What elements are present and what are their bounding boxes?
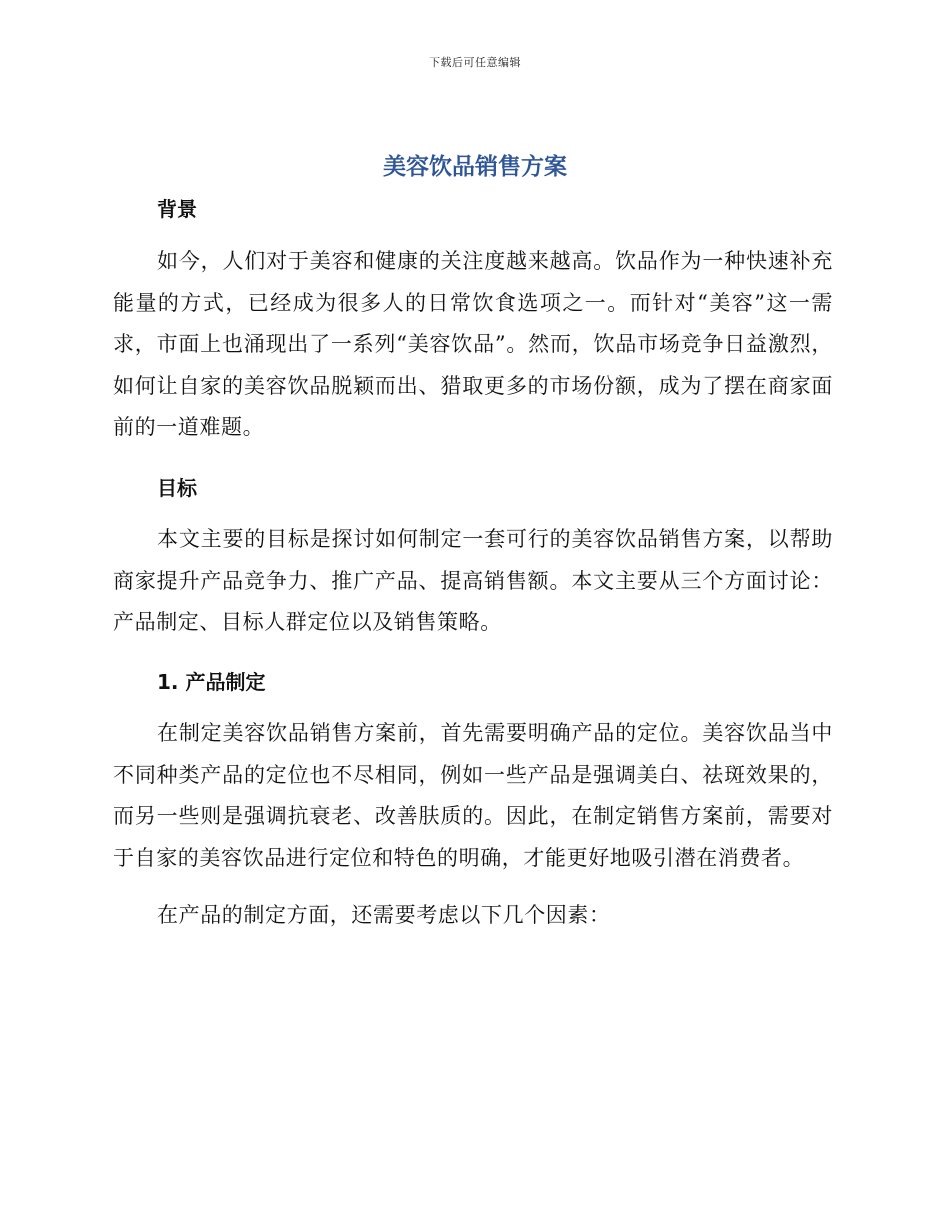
document-title: 美容饮品销售方案 [383, 154, 567, 180]
section-heading-background: 背景 [157, 197, 197, 221]
header-note: 下载后可任意编辑 [429, 56, 521, 69]
section-heading-goal: 目标 [157, 476, 197, 500]
section-heading-product: 1. 产品制定 [157, 670, 266, 694]
paragraph-product-positioning: 在制定美容饮品销售方案前，首先需要明确产品的定位。美容饮品当中不同种类产品的定位也不尽相同，例如一些产品是强调美白、祛斑效果的，而另一些则是强调抗衰老、改善肤质的。因此，在制定销售方案前，需要对于自家的美容饮品进行定位和特色的明确，才能更好地吸引潜在消费者。 [113, 721, 833, 870]
paragraph-goal: 本文主要的目标是探讨如何制定一套可行的美容饮品销售方案，以帮助商家提升产品竞争力、推广产品、提高销售额。本文主要从三个方面讨论：产品制定、目标人群定位以及销售策略。 [113, 527, 833, 634]
paragraph-product-factors: 在产品的制定方面，还需要考虑以下几个因素： [157, 903, 611, 927]
paragraph-background: 如今，人们对于美容和健康的关注度越来越高。饮品作为一种快速补充能量的方式，已经成为很多人的日常饮食选项之一。而针对“美容”这一需求，市面上也涌现出了一系列“美容饮品”。然而，饮品市场竞争日益激烈，如何让自家的美容饮品脱颖而出、猎取更多的市场份额，成为了摆在商家面前的一道难题。 [113, 249, 833, 439]
